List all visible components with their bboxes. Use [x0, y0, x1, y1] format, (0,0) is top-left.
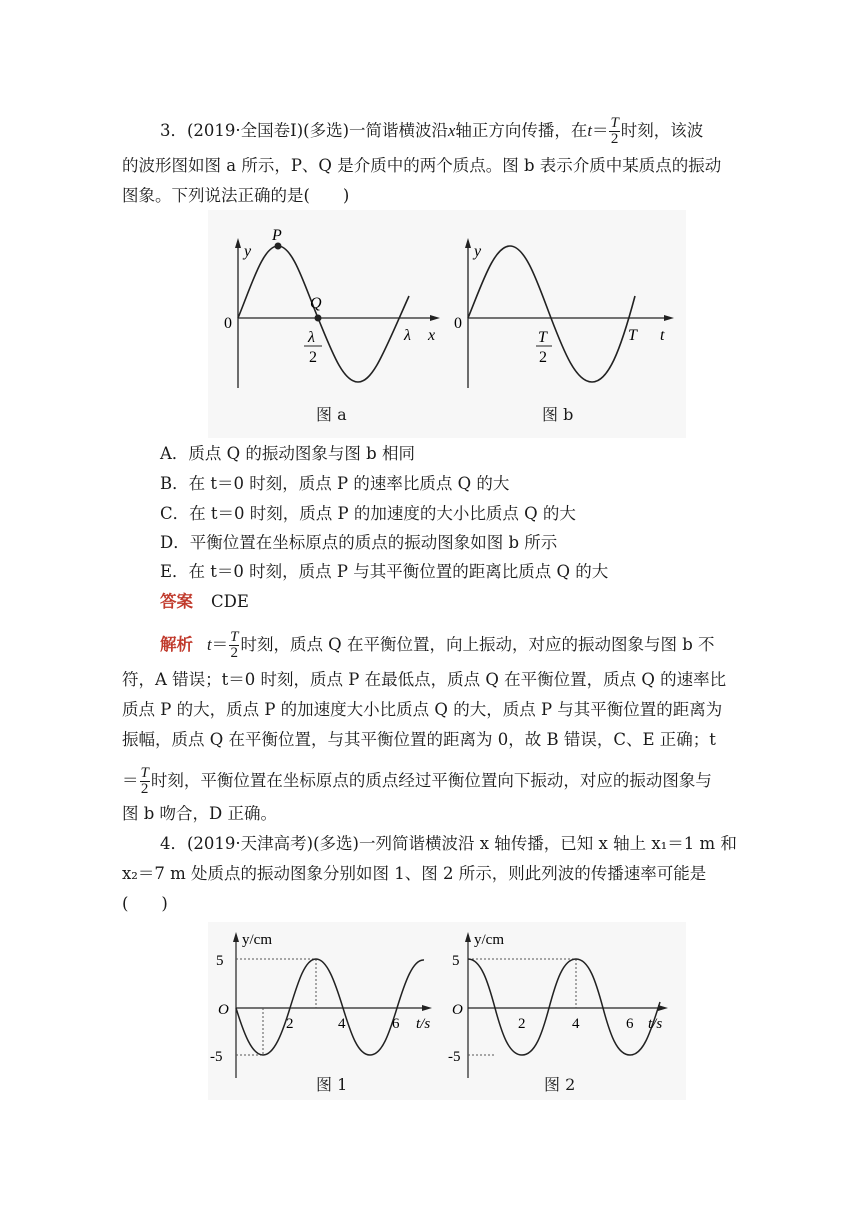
q3-line-1 — [160, 116, 703, 147]
x-tick-2: 2 — [518, 1016, 526, 1032]
label-p: P — [272, 227, 282, 244]
q3-stem-part: 时刻，该波 — [620, 121, 704, 140]
q4-line-2: x₂＝7 m 处质点的振动图象分别如图 1、图 2 所示，则此列波的传播速率可能是 — [122, 864, 707, 883]
q3-line-2: 的波形图如图 a 所示，P、Q 是介质中的两个质点。图 b 表示介质中某质点的振动 — [122, 156, 722, 175]
label-q: Q — [310, 295, 322, 312]
origin-label: 0 — [454, 315, 462, 332]
x-axis-label: t/s — [648, 1016, 663, 1032]
x-tick-4: 4 — [338, 1016, 346, 1032]
figure-a — [208, 210, 448, 438]
q3-stem-part: 轴正方向传播，在 — [455, 121, 588, 140]
analysis-line-2: 符，A 错误；t＝0 时刻，质点 P 在最低点，质点 Q 在平衡位置，质点 Q 的速率比 — [122, 670, 727, 689]
figure-1 — [208, 922, 448, 1100]
y-axis-label: y/cm — [242, 932, 272, 948]
option-e: E．在 t＝0 时刻，质点 P 与其平衡位置的距离比质点 Q 的大 — [160, 562, 609, 581]
q4-line-3: ( ) — [122, 894, 168, 913]
t-half-den: 2 — [539, 349, 547, 366]
x-tick-4: 4 — [572, 1016, 580, 1032]
y-tick-5: 5 — [452, 953, 460, 969]
analysis-line-6: 图 b 吻合，D 正确。 — [122, 804, 278, 823]
figure-b-caption: 图 b — [542, 405, 574, 424]
analysis-line-4: 振幅，质点 Q 在平衡位置，与其平衡位置的距离为 0，故 B 错误，C、E 正确；t — [122, 730, 716, 749]
analysis-line-1: 解析 t＝ $\frac{T}{2}$ 时刻，质点 Q 在平衡位置，向上振动，对应的振动图象与图 b 不 — [160, 629, 715, 661]
q3-stem-part: 3．(2019·全国卷Ⅰ)(多选)一简谐横波沿 — [160, 121, 449, 140]
y-tick-neg5: -5 — [210, 1049, 223, 1065]
y-tick-5: 5 — [216, 953, 224, 969]
y-tick-neg5: -5 — [448, 1049, 461, 1065]
x-tick-6: 6 — [392, 1016, 400, 1032]
answer-value: CDE — [211, 592, 249, 611]
origin-label: O — [452, 1002, 463, 1018]
y-axis-label: y/cm — [474, 932, 504, 948]
figure-2-caption: 图 2 — [544, 1075, 576, 1094]
var-t: t — [587, 121, 592, 140]
period-label: T — [628, 327, 637, 344]
option-c: C．在 t＝0 时刻，质点 P 的加速度的大小比质点 Q 的大 — [160, 504, 576, 523]
analysis-line-3: 质点 P 的大，质点 P 的加速度大小比质点 Q 的大，质点 P 与其平衡位置的距离为 — [122, 700, 723, 719]
q3-line-3: 图象。下列说法正确的是( ) — [122, 186, 350, 205]
t-axis-label: t — [660, 327, 665, 344]
figure-1-caption: 图 1 — [316, 1075, 348, 1094]
y-axis-label: y — [474, 243, 482, 260]
origin-label: 0 — [224, 315, 232, 332]
figure-2 — [448, 922, 686, 1100]
point-q — [315, 315, 322, 322]
lambda-half-den: 2 — [309, 349, 317, 366]
option-d: D．平衡位置在坐标原点的质点的振动图象如图 b 所示 — [160, 533, 558, 552]
answer-label: 答案 — [160, 592, 193, 611]
x-tick-2: 2 — [286, 1016, 294, 1032]
analysis-label: 解析 — [160, 635, 193, 654]
q4-line-1: 4．(2019·天津高考)(多选)一列简谐横波沿 x 轴传播，已知 x 轴上 x₁＝1 m 和 — [160, 834, 737, 853]
x-axis-label: t/s — [416, 1016, 431, 1032]
x-tick-6: 6 — [626, 1016, 634, 1032]
analysis-line-5: ＝ $\frac{T}{2}$ 时刻，平衡位置在坐标原点的质点经过平衡位置向下振动，对应的振动图象与 — [122, 765, 712, 797]
lambda-half-num: λ — [308, 329, 315, 346]
figure-b — [448, 210, 686, 438]
y-axis-label: y — [244, 243, 252, 260]
origin-label: O — [218, 1002, 229, 1018]
fraction-t-half: $\frac{T}{2}$ — [140, 765, 149, 797]
x-axis-label: x — [428, 327, 436, 344]
t-half-num: T — [538, 329, 547, 346]
var-x: x — [448, 121, 456, 140]
answer-line — [160, 592, 249, 612]
figure-a-caption: 图 a — [316, 405, 347, 424]
fraction-t-half: $\frac{T}{2}$ — [230, 629, 239, 661]
option-b: B．在 t＝0 时刻，质点 P 的速率比质点 Q 的大 — [160, 474, 510, 493]
fraction-t-half: $\frac{T}{2}$ — [610, 115, 619, 147]
option-a: A．质点 Q 的振动图象与图 b 相同 — [160, 444, 415, 463]
lambda-label: λ — [404, 327, 411, 344]
equals-sign: ＝ — [591, 121, 609, 140]
